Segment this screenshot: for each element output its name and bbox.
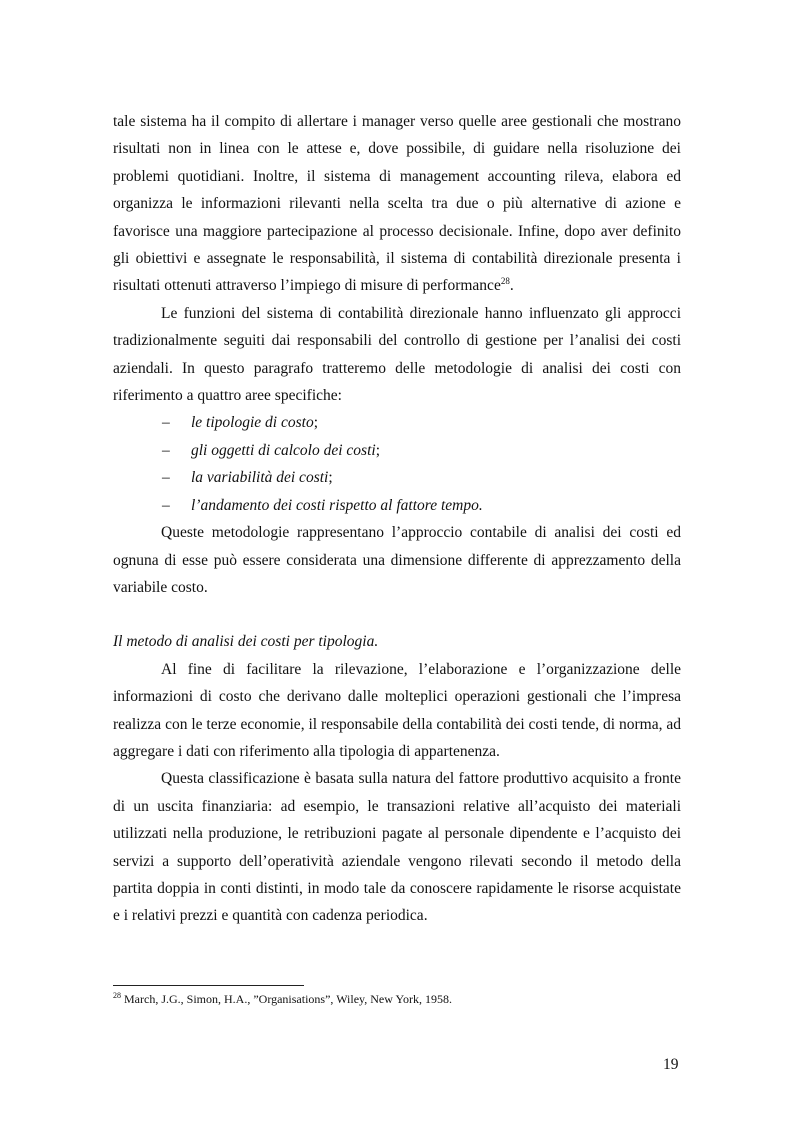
footnote-separator — [113, 985, 304, 986]
methodology-list — [113, 409, 681, 519]
list-item-punctuation: ; — [313, 414, 319, 432]
page-number: 19 — [663, 1056, 679, 1073]
footnote-number: 28 — [113, 991, 121, 1000]
paragraph-1-text: tale sistema ha il compito di allertare i manager verso quelle aree gestionali che mostrano risultati non in linea con le attese e, dove possibile, di guidare nella risoluzione dei problemi quotidiani. Inoltre, il sistema di management accounting rileva, elabora ed organizza le informazioni rilevanti nella scelta tra due o più alternative di azione e favorisce una maggiore partecipazione al processo decisionale. Infine, dopo aver definito gli obiettivi e assegnate le responsabilità, il sistema di contabilità direzionale presenta i risultati ottenuti attraverso l’impiego di misure di performance — [113, 113, 681, 295]
list-item — [113, 437, 681, 464]
section-title: Il metodo di analisi dei costi per tipologia. — [113, 633, 379, 651]
list-item — [113, 492, 681, 519]
list-item-text: gli oggetti di calcolo dei costi — [191, 441, 376, 459]
paragraph-1-end: . — [509, 277, 514, 295]
list-item-punctuation: ; — [328, 469, 333, 487]
paragraph-4: Al fine di facilitare la rilevazione, l’elaborazione e l’organizzazione delle informazioni di costo che derivano dalle molteplici operazioni gestionali che l’impresa realizza con le terze economie, il responsabile della contabilità dei costi tende, di norma, ad aggregare i dati con riferimento alla tipologia di appartenenza. — [113, 660, 681, 760]
list-item-text: le tipologie di costo — [191, 414, 314, 432]
page-body — [113, 108, 681, 930]
dash-bullet: – — [162, 469, 170, 487]
list-item-punctuation: ; — [375, 441, 380, 459]
paragraph-3: Queste metodologie rappresentano l’approccio contabile di analisi dei costi ed ognuna di esse può essere considerata una dimensione differente di apprezzamento della variabile costo. — [113, 524, 681, 596]
footnote-reference[interactable]: 28 — [500, 276, 510, 287]
list-item-text: l’andamento dei costi rispetto al fattore tempo. — [191, 496, 483, 514]
list-item — [113, 464, 681, 491]
dash-bullet: – — [162, 441, 170, 459]
footnote — [113, 992, 681, 1007]
list-item — [113, 409, 681, 436]
list-item-text: la variabilità dei costi — [191, 469, 329, 487]
dash-bullet: – — [162, 414, 170, 432]
paragraph-2: Le funzioni del sistema di contabilità direzionale hanno influenzato gli approcci tradizionalmente seguiti dai responsabili del controllo di gestione per l’analisi dei costi aziendali. In questo paragrafo tratteremo delle metodologie di analisi dei costi con riferimento a quattro aree specifiche: — [113, 304, 681, 405]
dash-bullet: – — [162, 496, 170, 514]
paragraph-5: Questa classificazione è basata sulla natura del fattore produttivo acquisito a fronte di un uscita finanziaria: ad esempio, le transazioni relative all’acquisto dei materiali utilizzati nella produzione, le retribuzioni pagate al personale dipendente e l’acquisto dei servizi a supporto dell’operatività aziendale vengono rilevati secondo il metodo della partita doppia in conti distinti, in modo tale da conoscere rapidamente le risorse acquistate e i relativi prezzi e quantità con cadenza periodica. — [113, 770, 681, 925]
footnote-text: March, J.G., Simon, H.A., ”Organisations”, Wiley, New York, 1958. — [121, 992, 452, 1006]
paragraph-1 — [113, 108, 681, 300]
